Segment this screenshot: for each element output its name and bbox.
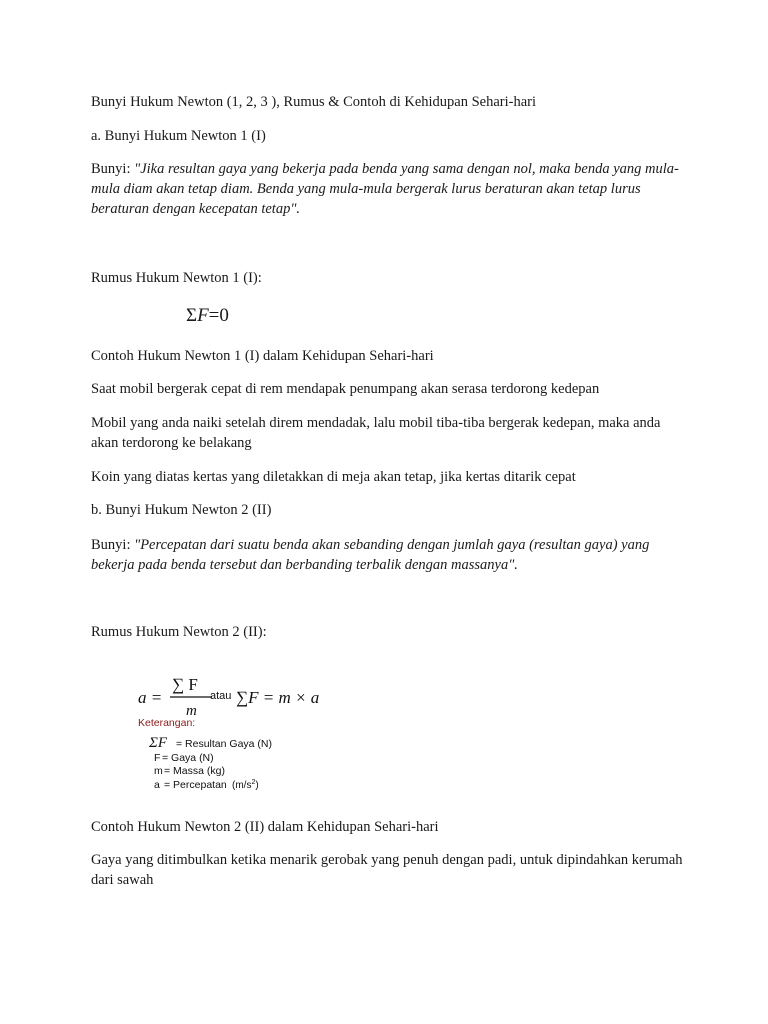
legend-title: Keterangan: — [138, 717, 196, 729]
legend-unit-base: (m/s — [232, 780, 252, 791]
law2-heading: b. Bunyi Hukum Newton 2 (II) — [91, 502, 272, 518]
legend-unit-close: ) — [255, 780, 259, 791]
law1-heading: a. Bunyi Hukum Newton 1 (I) — [91, 128, 266, 144]
law1-example-3: Koin yang diatas kertas yang diletakkan di meja akan tetap, jika kertas ditarik cepat — [91, 469, 576, 485]
law1-formula-heading: Rumus Hukum Newton 1 (I): — [91, 270, 262, 286]
law1-examples-heading: Contoh Hukum Newton 1 (I) dalam Kehidupan Sehari-hari — [91, 348, 434, 364]
legend-desc-3: = Massa (kg) — [164, 765, 225, 777]
formula-rest: =0 — [208, 305, 229, 326]
law1-statement-text: "Jika resultan gaya yang bekerja pada benda yang sama dengan nol, maka benda yang mula-mula diam akan tetap diam. Benda yang mula-mula bergerak lurus beraturan akan tetap lurus beraturan dengan kecepatan tetap". — [91, 161, 679, 217]
law1-example-2: Mobil yang anda naiki setelah direm mendadak, lalu mobil tiba-tiba bergerak kedepan, maka anda akan terdorong ke belakang — [91, 415, 661, 451]
legend-unit-exp: 2 — [251, 779, 256, 786]
legend-desc-1: = Resultan Gaya (N) — [176, 738, 272, 750]
sigma-symbol: Σ — [186, 305, 198, 326]
formula-denominator: m — [186, 703, 197, 719]
document-title: Bunyi Hukum Newton (1, 2, 3 ), Rumus & Contoh di Kehidupan Sehari-hari — [91, 94, 537, 110]
force-symbol: F — [197, 305, 209, 326]
legend-sym-1: ΣF — [149, 735, 168, 751]
legend-unit — [232, 779, 259, 791]
law2-formula-image — [136, 668, 396, 798]
law2-statement — [91, 535, 691, 575]
legend-sym-4: a — [154, 779, 160, 791]
legend-sym-3: m — [154, 765, 163, 777]
law1-example-1: Saat mobil bergerak cepat di rem mendapak penumpang akan serasa terdorong kedepan — [91, 381, 600, 397]
law2-statement-prefix: Bunyi: — [91, 537, 135, 553]
law2-example-1: Gaya yang ditimbulkan ketika menarik gerobak yang penuh dengan padi, untuk dipindahkan kerumah dari sawah — [91, 852, 683, 888]
law1-statement — [91, 159, 691, 219]
legend-desc-4: = Percepatan — [164, 779, 227, 791]
legend-desc-2: = Gaya (N) — [162, 752, 214, 764]
law1-formula — [186, 304, 229, 328]
formula-lhs: a = — [138, 688, 163, 707]
formula-connector: atau — [210, 690, 232, 702]
law2-statement-text: "Percepatan dari suatu benda akan sebanding dengan jumlah gaya (resultan gaya) yang bekerja pada benda tersebut dan berbanding terbalik dengan massanya". — [91, 537, 650, 573]
formula-rhs: ∑F = m × a — [236, 688, 320, 707]
formula-numerator: ∑ F — [172, 675, 198, 694]
law2-formula-heading: Rumus Hukum Newton 2 (II): — [91, 624, 267, 640]
law2-formula-svg — [136, 668, 396, 798]
law1-statement-prefix: Bunyi: — [91, 161, 135, 177]
law2-examples-heading: Contoh Hukum Newton 2 (II) dalam Kehidupan Sehari-hari — [91, 819, 439, 835]
legend-sym-2: F — [154, 752, 161, 764]
